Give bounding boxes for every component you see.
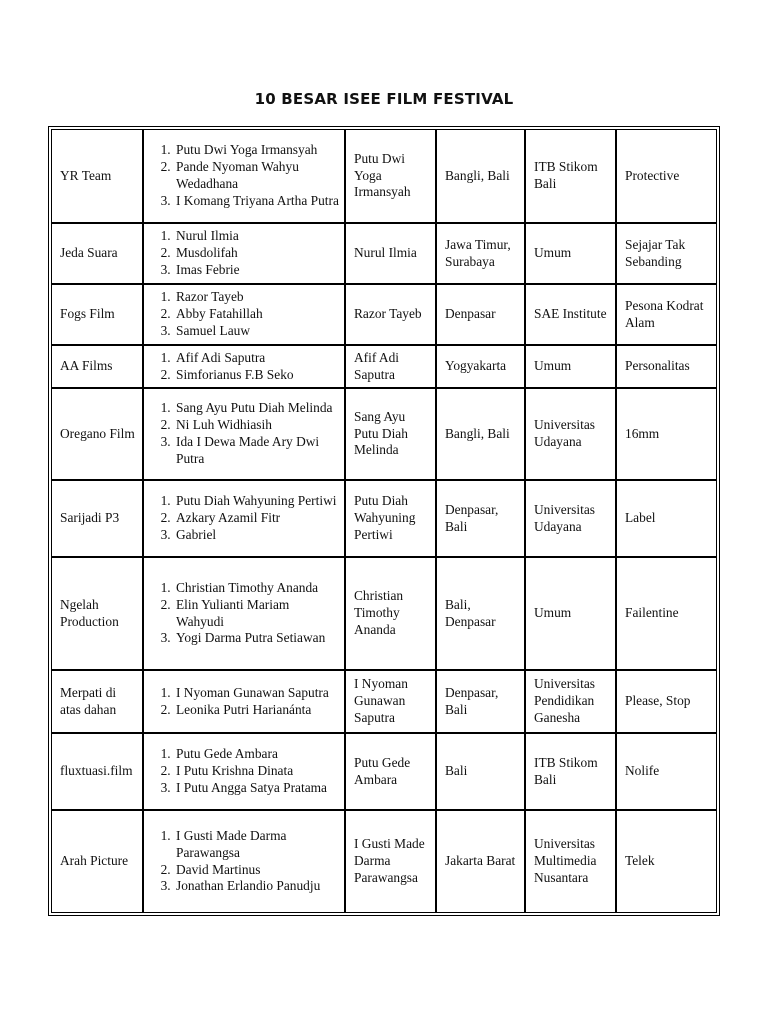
members-cell <box>143 223 345 284</box>
film-title-cell: Nolife <box>616 733 717 810</box>
institution-cell: Universitas Udayana <box>525 388 616 480</box>
member-item: 1. Putu Dwi Yoga Irmansyah <box>174 142 339 159</box>
members-cell <box>143 557 345 670</box>
finalists-table-frame <box>48 126 720 916</box>
team-name-cell: Oregano Film <box>51 388 143 480</box>
member-item: 1. I Nyoman Gunawan Saputra <box>174 685 339 702</box>
member-item: 1. Putu Gede Ambara <box>174 746 339 763</box>
finalists-table-body <box>51 129 717 913</box>
member-item: 2. Azkary Azamil Fitr <box>174 510 339 527</box>
film-title-cell: Label <box>616 480 717 557</box>
leader-cell: Nurul Ilmia <box>345 223 436 284</box>
members-cell <box>143 284 345 345</box>
members-cell <box>143 480 345 557</box>
member-item: 1. Nurul Ilmia <box>174 228 339 245</box>
member-item: 3. Gabriel <box>174 527 339 544</box>
members-list <box>152 142 339 209</box>
table-row <box>51 223 717 284</box>
origin-cell: Bali, Denpasar <box>436 557 525 670</box>
film-title-cell: Please, Stop <box>616 670 717 733</box>
institution-cell: ITB Stikom Bali <box>525 733 616 810</box>
members-list <box>152 289 339 339</box>
member-item: 2. Ni Luh Widhiasih <box>174 417 339 434</box>
leader-cell: Sang Ayu Putu Diah Melinda <box>345 388 436 480</box>
members-list <box>152 228 339 278</box>
film-title-cell: Failentine <box>616 557 717 670</box>
member-item: 3. I Komang Triyana Artha Putra <box>174 193 339 210</box>
origin-cell: Denpasar, Bali <box>436 480 525 557</box>
institution-cell: Umum <box>525 223 616 284</box>
member-item: 1. Christian Timothy Ananda <box>174 580 339 597</box>
member-item: 3. Samuel Lauw <box>174 323 339 340</box>
leader-cell: I Nyoman Gunawan Saputra <box>345 670 436 733</box>
member-item: 2. Simforianus F.B Seko <box>174 367 339 384</box>
institution-cell: Umum <box>525 557 616 670</box>
members-cell <box>143 670 345 733</box>
table-row <box>51 670 717 733</box>
origin-cell: Jawa Timur, Surabaya <box>436 223 525 284</box>
institution-cell: Umum <box>525 345 616 388</box>
institution-cell: SAE Institute <box>525 284 616 345</box>
origin-cell: Yogyakarta <box>436 345 525 388</box>
leader-cell: Putu Diah Wahyuning Pertiwi <box>345 480 436 557</box>
film-title-cell: Telek <box>616 810 717 913</box>
film-title-cell: Personalitas <box>616 345 717 388</box>
film-title-cell: Pesona Kodrat Alam <box>616 284 717 345</box>
table-row <box>51 345 717 388</box>
table-row <box>51 284 717 345</box>
table-row <box>51 557 717 670</box>
team-name-cell: Arah Picture <box>51 810 143 913</box>
members-cell <box>143 129 345 223</box>
film-title-cell: Protective <box>616 129 717 223</box>
institution-cell: Universitas Udayana <box>525 480 616 557</box>
member-item: 2. David Martinus <box>174 862 339 879</box>
member-item: 2. Leonika Putri Harianánta <box>174 702 339 719</box>
team-name-cell: Sarijadi P3 <box>51 480 143 557</box>
member-item: 3. Imas Febrie <box>174 262 339 279</box>
leader-cell: Afif Adi Saputra <box>345 345 436 388</box>
origin-cell: Jakarta Barat <box>436 810 525 913</box>
member-item: 3. I Putu Angga Satya Pratama <box>174 780 339 797</box>
table-row <box>51 129 717 223</box>
member-item: 3. Ida I Dewa Made Ary Dwi Putra <box>174 434 339 468</box>
member-item: 2. Abby Fatahillah <box>174 306 339 323</box>
table-row <box>51 388 717 480</box>
member-item: 1. I Gusti Made Darma Parawangsa <box>174 828 339 862</box>
member-item: 1. Afif Adi Saputra <box>174 350 339 367</box>
institution-cell: ITB Stikom Bali <box>525 129 616 223</box>
members-cell <box>143 388 345 480</box>
member-item: 1. Putu Diah Wahyuning Pertiwi <box>174 493 339 510</box>
table-row <box>51 480 717 557</box>
members-list <box>152 685 339 719</box>
members-list <box>152 746 339 796</box>
members-list <box>152 400 339 467</box>
members-list <box>152 493 339 543</box>
member-item: 3. Yogi Darma Putra Setiawan <box>174 630 339 647</box>
members-list <box>152 580 339 647</box>
member-item: 3. Jonathan Erlandio Panudju <box>174 878 339 895</box>
page-title: 10 BESAR ISEE FILM FESTIVAL <box>254 90 514 108</box>
team-name-cell: Merpati di atas dahan <box>51 670 143 733</box>
finalists-table <box>51 129 717 913</box>
members-cell <box>143 733 345 810</box>
members-cell <box>143 810 345 913</box>
members-list <box>152 350 339 384</box>
members-cell <box>143 345 345 388</box>
origin-cell: Bali <box>436 733 525 810</box>
team-name-cell: Ngelah Production <box>51 557 143 670</box>
institution-cell: Universitas Multimedia Nusantara <box>525 810 616 913</box>
member-item: 1. Razor Tayeb <box>174 289 339 306</box>
member-item: 2. Elin Yulianti Mariam Wahyudi <box>174 597 339 631</box>
leader-cell: Putu Gede Ambara <box>345 733 436 810</box>
leader-cell: Christian Timothy Ananda <box>345 557 436 670</box>
leader-cell: I Gusti Made Darma Parawangsa <box>345 810 436 913</box>
team-name-cell: Jeda Suara <box>51 223 143 284</box>
origin-cell: Denpasar, Bali <box>436 670 525 733</box>
member-item: 1. Sang Ayu Putu Diah Melinda <box>174 400 339 417</box>
members-list <box>152 828 339 895</box>
team-name-cell: AA Films <box>51 345 143 388</box>
table-row <box>51 733 717 810</box>
team-name-cell: Fogs Film <box>51 284 143 345</box>
origin-cell: Denpasar <box>436 284 525 345</box>
leader-cell: Putu Dwi Yoga Irmansyah <box>345 129 436 223</box>
leader-cell: Razor Tayeb <box>345 284 436 345</box>
origin-cell: Bangli, Bali <box>436 388 525 480</box>
film-title-cell: 16mm <box>616 388 717 480</box>
institution-cell: Universitas Pendidikan Ganesha <box>525 670 616 733</box>
team-name-cell: YR Team <box>51 129 143 223</box>
member-item: 2. I Putu Krishna Dinata <box>174 763 339 780</box>
film-title-cell: Sejajar Tak Sebanding <box>616 223 717 284</box>
origin-cell: Bangli, Bali <box>436 129 525 223</box>
member-item: 2. Musdolifah <box>174 245 339 262</box>
table-row <box>51 810 717 913</box>
team-name-cell: fluxtuasi.film <box>51 733 143 810</box>
member-item: 2. Pande Nyoman Wahyu Wedadhana <box>174 159 339 193</box>
